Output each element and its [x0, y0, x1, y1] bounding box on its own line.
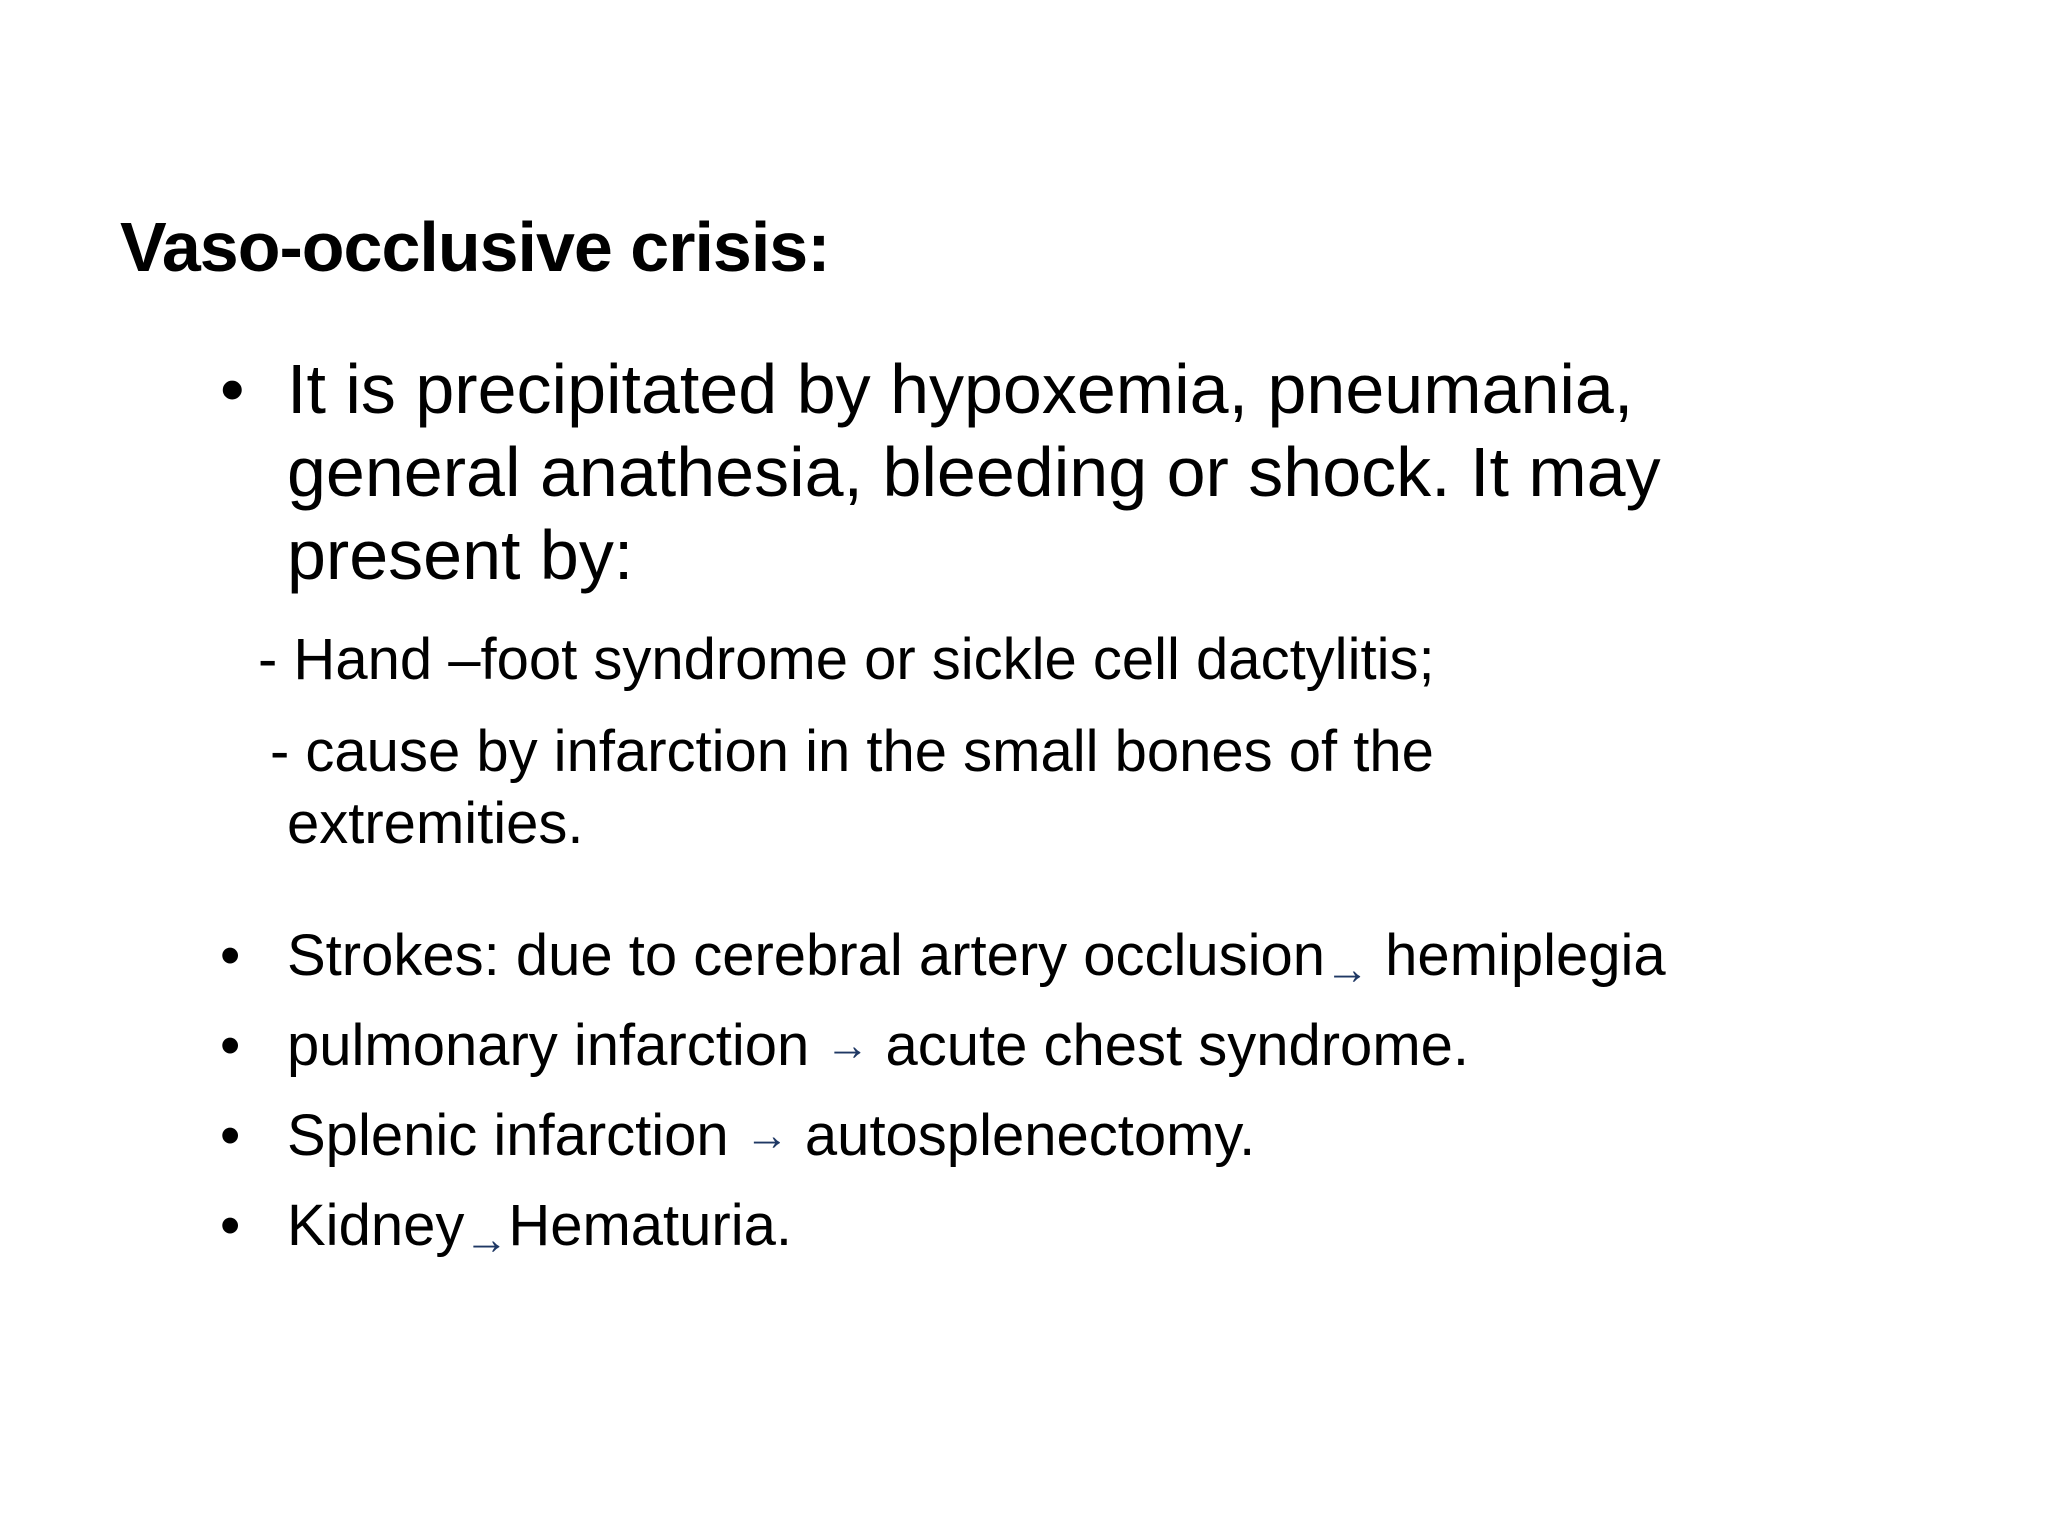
sub-item-hand-foot-syndrome: - Hand –foot syndrome or sickle cell dactylitis; [258, 627, 1435, 692]
bullet-line: general anathesia, bleeding or shock. It may [287, 433, 1661, 511]
arrow-right-icon: → [464, 1214, 509, 1264]
slide-title: Vaso-occlusive crisis: [120, 208, 830, 286]
arrow-right-icon: → [825, 1020, 870, 1070]
bullet-text [287, 348, 1887, 597]
bullet-text-after: hemiplegia [1369, 923, 1666, 988]
bullet-dot-icon: • [220, 1193, 241, 1258]
bullet-text-before: Strokes: due to cerebral artery occlusion [287, 923, 1326, 988]
bullet-dot-icon: • [220, 350, 245, 428]
bullet-text [287, 1102, 1255, 1174]
sub-item-infarction-cause-continued: extremities. [287, 791, 584, 856]
sub-item-infarction-cause: - cause by infarction in the small bones of the [270, 719, 1434, 784]
arrow-right-icon: → [744, 1110, 789, 1160]
bullet-text-after: autosplenectomy. [788, 1103, 1256, 1168]
bullet-text [287, 1192, 792, 1264]
bullet-text-before: Splenic infarction [287, 1103, 745, 1168]
bullet-text-after: Hematuria. [508, 1193, 792, 1258]
arrow-right-icon: → [1325, 944, 1370, 994]
bullet-text-after: acute chest syndrome. [869, 1013, 1470, 1078]
bullet-line: It is precipitated by hypoxemia, pneumania, [287, 350, 1634, 428]
bullet-text [287, 922, 1666, 994]
bullet-line: present by: [287, 516, 634, 594]
bullet-text-before: Kidney [287, 1193, 465, 1258]
bullet-text-before: pulmonary infarction [287, 1013, 826, 1078]
bullet-dot-icon: • [220, 1103, 241, 1168]
bullet-dot-icon: • [220, 1013, 241, 1078]
bullet-text [287, 1012, 1469, 1084]
bullet-dot-icon: • [220, 923, 241, 988]
